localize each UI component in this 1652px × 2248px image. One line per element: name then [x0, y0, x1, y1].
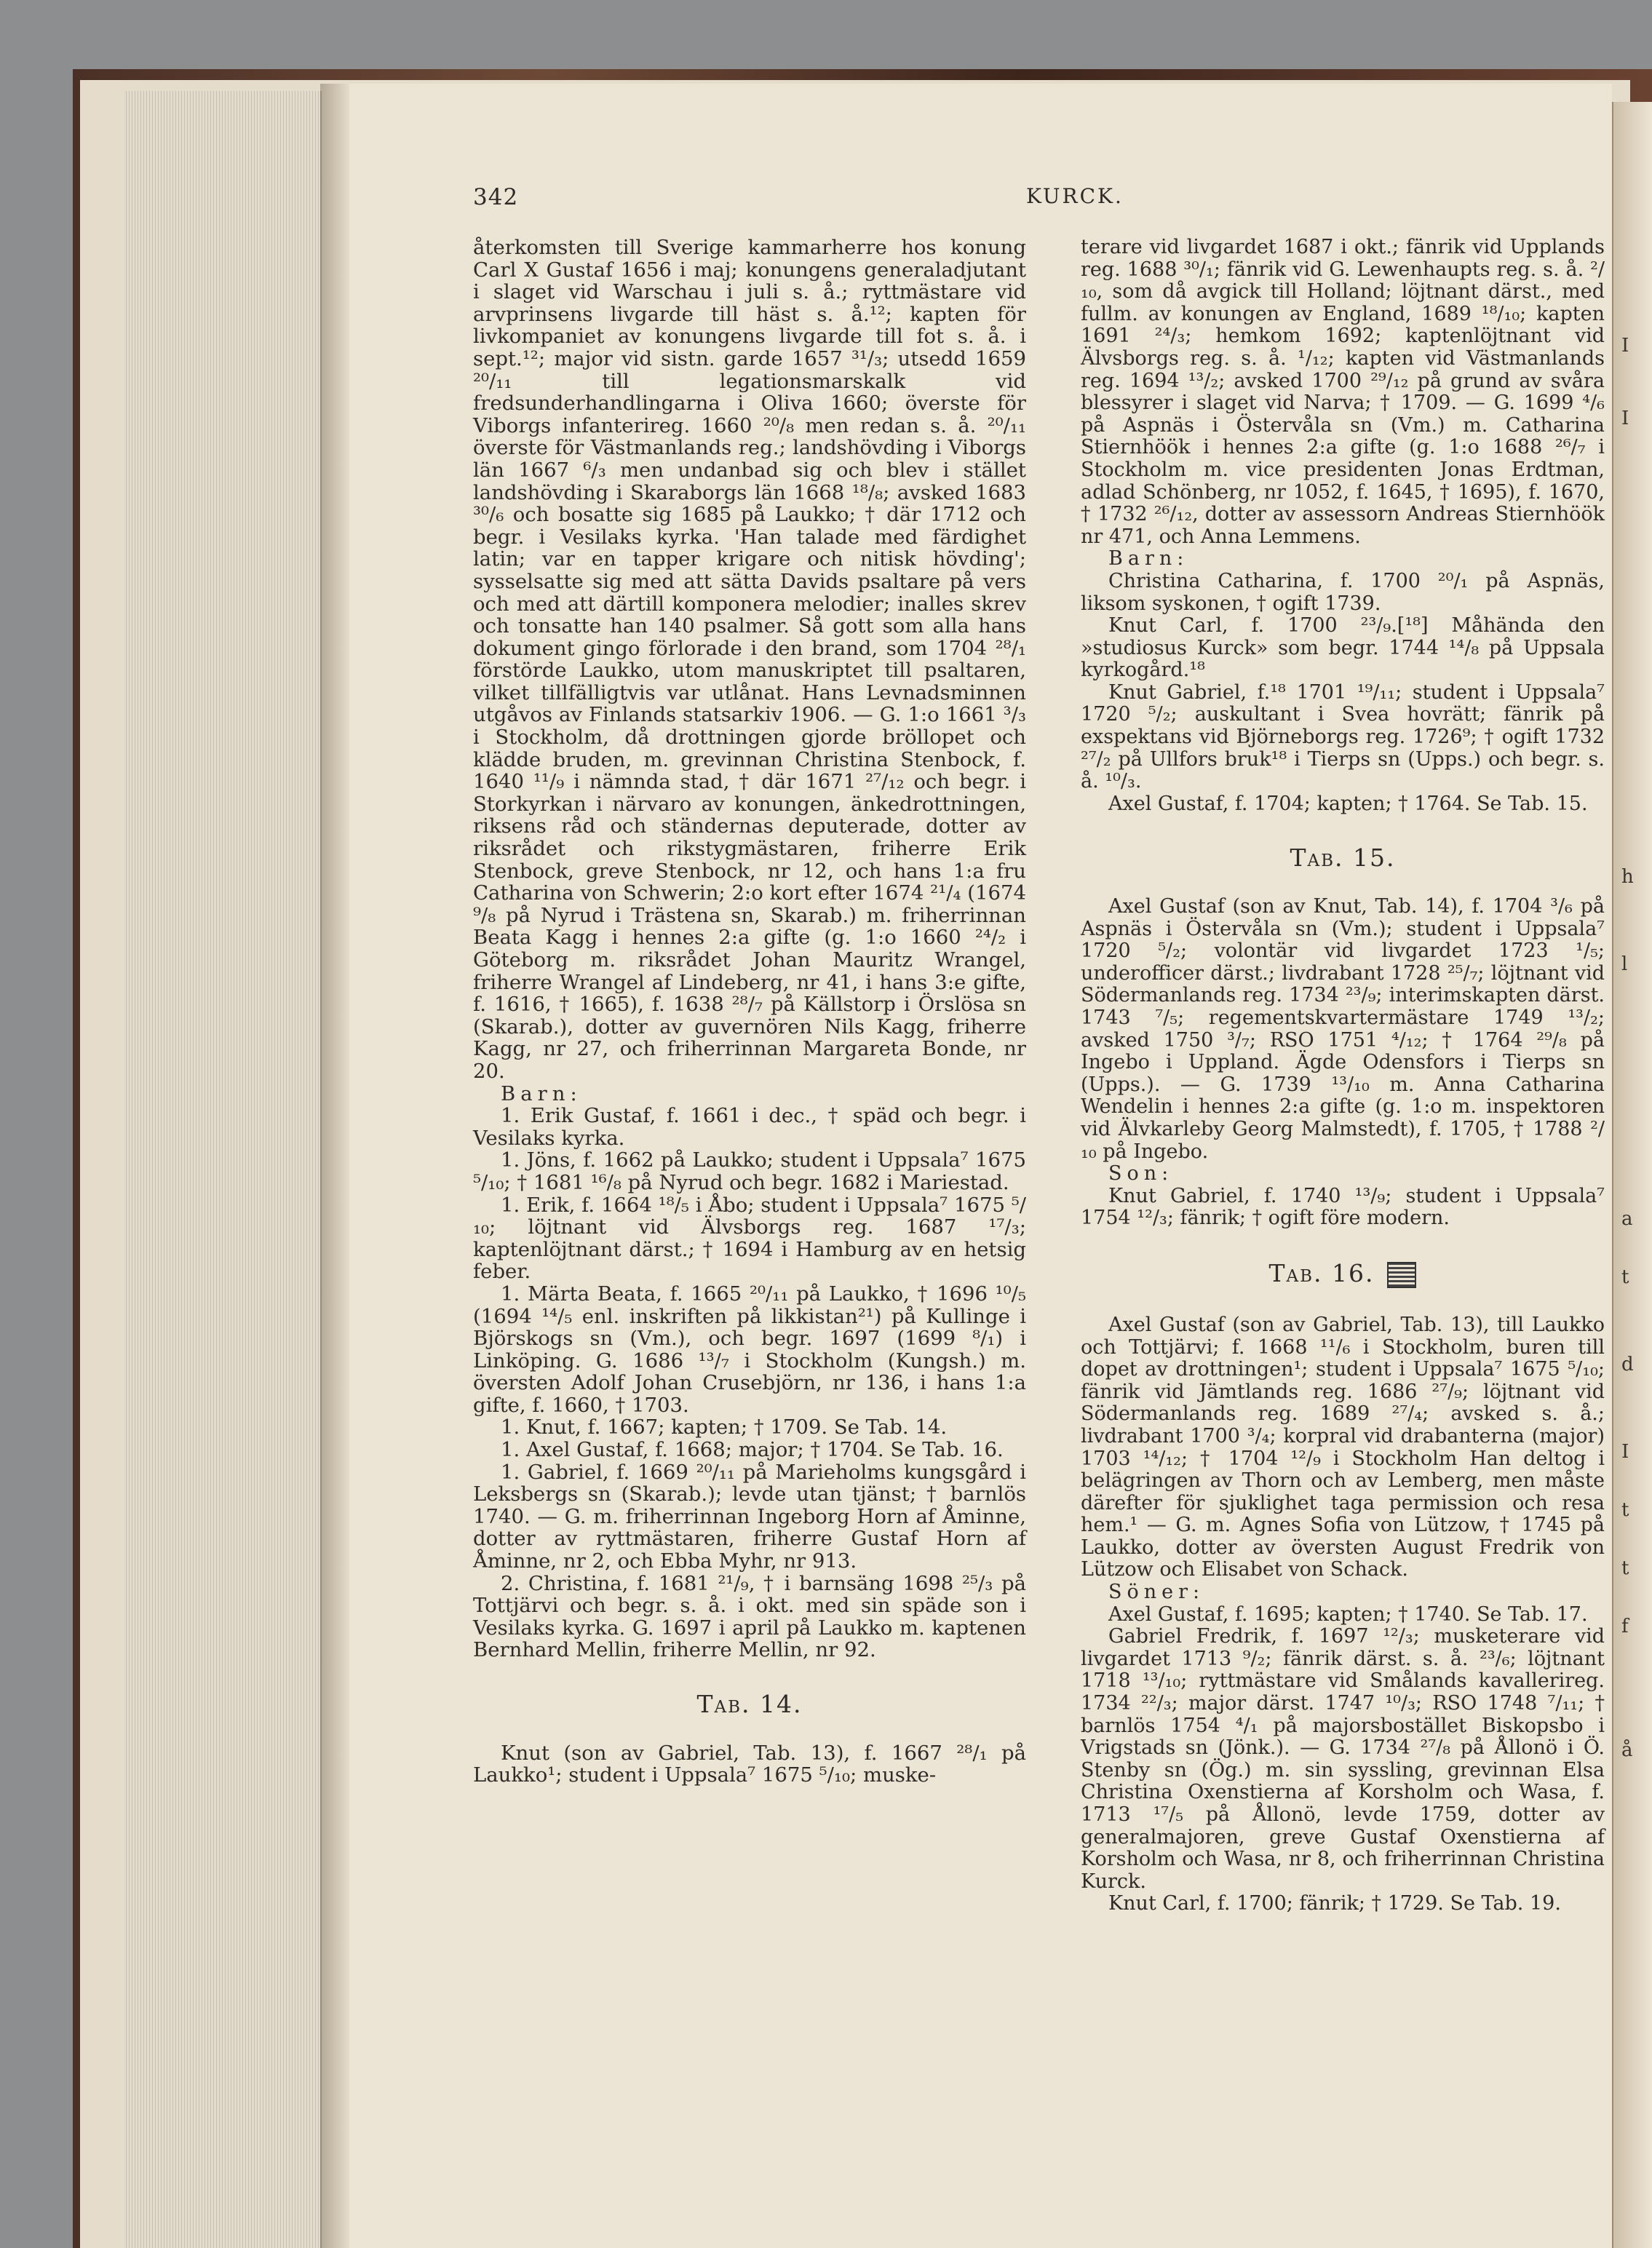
right-column — [1081, 237, 1605, 1915]
library-stamp-icon — [1387, 1262, 1416, 1288]
facing-page-letter: h — [1621, 866, 1634, 888]
right-column-paragraph: Knut Gabriel, f. 1740 ¹³/₉; student i Uppsala⁷ 1754 ¹²/₃; fänrik; † ogift före modern. — [1081, 1184, 1605, 1230]
left-column-paragraph: Barn: — [501, 1081, 582, 1105]
facing-page-letter: I — [1621, 1441, 1629, 1463]
left-column-paragraph: 1. Märta Beata, f. 1665 ²⁰/₁₁ på Laukko, † 1696 ¹⁰/₅ (1694 ¹⁴/₅ enl. inskriften på likkistan²¹) på Kullinge i Björskogs sn (Vm.), och begr. 1697 (1699 ⁸/₁) i Linköping. G. 1686 ¹³/₇ i Stockholm (Kungsh.) m. översten Adolf Johan Crusebjörn, nr 136, i hans 1:a gifte, f. 1660, † 1703. — [473, 1282, 1026, 1417]
right-column-paragraph: Axel Gustaf, f. 1704; kapten; † 1764. Se Tab. 15. — [1108, 792, 1588, 815]
table-heading — [473, 1690, 1026, 1718]
right-column-paragraph: Knut Carl, f. 1700 ²³/₉.[¹⁸] Måhända den »studiosus Kurck» som begr. 1744 ¹⁴/₈ på Uppsala kyrkogård.¹⁸ — [1081, 614, 1605, 682]
left-column-paragraph: 1. Erik Gustaf, f. 1661 i dec., † späd och begr. i Vesilaks kyrka. — [473, 1104, 1026, 1150]
facing-page-letter: t — [1621, 1499, 1629, 1521]
page-number: 342 — [473, 184, 519, 210]
right-column-paragraph: Knut Gabriel, f.¹⁸ 1701 ¹⁹/₁₁; student i Uppsala⁷ 1720 ⁵/₂; auskultant i Svea hovrätt; fänrik på exspektans vid Björneborgs reg. 1726⁹; † ogift 1732 ²⁷/₂ på Ullfors bruk¹⁸ i Tierps sn (Upps.) och begr. s. å. ¹⁰/₃. — [1081, 680, 1605, 793]
right-column-paragraph: Knut Carl, f. 1700; fänrik; † 1729. Se Tab. 19. — [1108, 1892, 1561, 1915]
left-column-paragraph: 2. Christina, f. 1681 ²¹/₉, † i barnsäng 1698 ²⁵/₃ på Tottjärvi och begr. s. å. i okt. med sin späde son i Vesilaks kyrka. G. 1697 i april på Laukko m. kaptenen Bernhard Mellin, friherre Mellin, nr 92. — [473, 1571, 1026, 1662]
facing-page-letter: I — [1621, 408, 1629, 429]
spine-shadow — [320, 84, 349, 2248]
running-title: KURCK. — [1026, 184, 1124, 208]
right-column-paragraph: Axel Gustaf, f. 1695; kapten; † 1740. Se Tab. 17. — [1108, 1602, 1588, 1626]
page-edges — [124, 91, 322, 2248]
left-column-paragraph: 1. Knut, f. 1667; kapten; † 1709. Se Tab. 14. — [501, 1415, 948, 1439]
left-column-paragraph: Knut (son av Gabriel, Tab. 13), f. 1667 ²⁸/₁ på Laukko¹; student i Uppsala⁷ 1675 ⁵/₁₀; muske- — [473, 1741, 1026, 1787]
table-heading — [1081, 1258, 1605, 1288]
facing-page-letter: t — [1621, 1266, 1629, 1288]
left-column-paragraph: 1. Gabriel, f. 1669 ²⁰/₁₁ på Marieholms kungsgård i Leksbergs sn (Skarab.); levde utan tjänst; † barnlös 1740. — G. m. friherrinnan Ingeborg Horn af Åminne, dotter av ryttmästaren, friherre Gustaf Horn af Åminne, nr 2, och Ebba Myhr, nr 913. — [473, 1460, 1026, 1573]
table-heading-text: Tab. 14. — [696, 1690, 803, 1718]
facing-page-letter: å — [1621, 1739, 1633, 1761]
facing-page-edge — [1612, 102, 1652, 2248]
facing-page-letter: d — [1621, 1354, 1634, 1375]
table-heading-text: Tab. 16. — [1268, 1258, 1375, 1287]
facing-page-letter: t — [1621, 1557, 1629, 1579]
right-column-paragraph: Söner: — [1108, 1581, 1205, 1604]
right-column-paragraph: Axel Gustaf (son av Knut, Tab. 14), f. 1704 ³/₆ på Aspnäs i Östervåla sn (Vm.); student i Uppsala⁷ 1720 ⁵/₂; volontär vid livgardet 1723 ¹/₅; underofficer därst.; livdrabant 1728 ²⁵/₇; löjtnant vid Södermanlands reg. 1734 ²³/₉; interimskapten därst. 1743 ⁷/₅; regementskvartermästare 1749 ¹³/₂; avsked 1750 ³/₇; RSO 1751 ⁴/₁₂; † 1764 ²⁹/₈ på Ingebo i Uppland. Ägde Odensfors i Tierps sn (Upps.). — G. 1739 ¹³/₁₀ m. Anna Catharina Wendelin i hennes 2:a gifte (g. 1:o m. inspektoren vid Älvkarleby Georg Malmstedt), f. 1705, † 1788 ²/₁₀ på Ingebo. — [1081, 895, 1605, 1163]
right-column-paragraph: Christina Catharina, f. 1700 ²⁰/₁ på Aspnäs, liksom syskonen, † ogift 1739. — [1081, 569, 1605, 615]
left-column-paragraph: 1. Erik, f. 1664 ¹⁸/₅ i Åbo; student i Uppsala⁷ 1675 ⁵/₁₀; löjtnant vid Älvsborgs reg. 1687 ¹⁷/₃; kaptenlöjtnant därst.; † 1694 i Hamburg av en hetsig feber. — [473, 1193, 1026, 1284]
facing-page-letter: f — [1621, 1616, 1629, 1637]
facing-page-letter: I — [1621, 335, 1629, 357]
right-column-paragraph: terare vid livgardet 1687 i okt.; fänrik vid Upplands reg. 1688 ³⁰/₁; fänrik vid G. Lewenhaupts reg. s. å. ²/₁₀, som då avgick till Holland; löjtnant därst., med fullm. av konungen av England, 1689 ¹⁸/₁₀; kapten 1691 ²⁴/₃; hemkom 1692; kaptenlöjtnant vid Älvsborgs reg. s. å. ¹/₁₂; kapten vid Västmanlands reg. 1694 ¹³/₂; avsked 1700 ²⁹/₁₂ på grund av svåra blessyrer i slaget vid Narva; † 1709. — G. 1699 ⁴/₆ på Aspnäs i Östervåla sn (Vm.) m. Catharina Stiernhöök i hennes 2:a gifte (g. 1:o 1688 ²⁶/₇ i Stockholm m. vice presidenten Jonas Erdtman, adlad Schönberg, nr 1052, f. 1645, † 1695), f. 1670, † 1732 ²⁶/₁₂, dotter av assessorn Andreas Stiernhöök nr 471, och Anna Lemmens. — [1081, 236, 1605, 548]
left-column — [473, 237, 1026, 1787]
right-column-paragraph: Gabriel Fredrik, f. 1697 ¹²/₃; musketerare vid livgardet 1713 ⁹/₂; fänrik därst. s. å. ²³/₆; löjtnant 1718 ¹³/₁₀; ryttmästare vid Smålands kavallerireg. 1734 ²²/₃; major därst. 1747 ¹⁰/₃; RSO 1748 ⁷/₁₁; † barnlös 1754 ⁴/₁ på majorsbostället Biskopsbo i Vrigstads sn (Jönk.). — G. 1734 ²⁷/₈ på Ållonö i Ö. Stenby sn (Ög.) m. sin syssling, grevinnan Elsa Christina Oxenstierna af Korsholm och Wasa, f. 1713 ¹⁷/₅ på Ållonö, levde 1759, dotter av generalmajoren, greve Gustaf Oxenstierna af Korsholm och Wasa, nr 8, och friherrinnan Christina Kurck. — [1081, 1625, 1605, 1893]
left-column-paragraph: återkomsten till Sverige kammarherre hos konung Carl X Gustaf 1656 i maj; konungens generaladjutant i slaget vid Warschau i juli s. å.; ryttmästare vid arvprinsens livgarde till häst s. å.¹²; kapten för livkompaniet av konungens livgarde till fot s. å. i sept.¹²; major vid sistn. garde 1657 ³¹/₃; utsedd 1659 ²⁰/₁₁ till legationsmarskalk vid fredsunderhandlingarna i Oliva 1660; överste för Viborgs infanterireg. 1660 ²⁰/₈ men redan s. å. ²⁰/₁₁ överste för Västmanlands reg.; landshövding i Viborgs län 1667 ⁶/₃ men undanbad sig och blev i stället landshövding i Skaraborgs län 1668 ¹⁸/₈; avsked 1683 ³⁰/₆ och bosatte sig 1685 på Laukko; † där 1712 och begr. i Vesilaks kyrka. 'Han talade med färdighet latin; var en tapper krigare och nitisk hövding'; sysselsatte sig med att sätta Davids psaltare på vers och med att därtill komponera melodier; inalles skrev och tonsatte han 140 psalmer. Så gott som alla hans dokument gingo förlorade i den brand, som 1704 ²⁸/₁ förstörde Laukko, utom manuskriptet till psaltaren, vilket tillfälligtvis var utlånat. Hans Levnadsminnen utgåvos av Finlands statsarkiv 1906. — G. 1:o 1661 ³/₃ i Stockholm, då drottningen gjorde bröllopet och klädde bruden, m. grevinnan Christina Stenbock, f. 1640 ¹¹/₉ i nämnda stad, † där 1671 ²⁷/₁₂ och begr. i Storkyrkan i närvaro av konungen, änkedrottningen, riksens råd och ständernas deputerade, dotter av riksrådet och rikstygmästaren, friherre Erik Stenbock, greve Stenbock, nr 12, och hans 1:a fru Catharina von Schwerin; 2:o kort efter 1674 ²¹/₄ (1674 ⁹/₈ på Nyrud i Trästena sn, Skarab.) m. friherrinnan Beata Kagg i hennes 2:a gifte (g. 1:o 1660 ²⁴/₂ i Göteborg m. riksrådet Johan Mauritz Wrangel, friherre Wrangel af Lindeberg, nr 41, i hans 3:e gifte, f. 1616, † 1665), f. 1638 ²⁸/₇ på Källstorp i Örslösa sn (Skarab.), dotter av guvernören Nils Kagg, friherre Kagg, nr 27, och friherrinnan Margareta Bonde, nr 20. — [473, 236, 1026, 1083]
table-heading-text: Tab. 15. — [1290, 843, 1396, 873]
right-column-paragraph: Barn: — [1108, 547, 1189, 571]
facing-page-letter: a — [1621, 1208, 1633, 1230]
book-page — [349, 84, 1612, 2248]
facing-page-letter: l — [1621, 953, 1628, 975]
left-column-paragraph: 1. Axel Gustaf, f. 1668; major; † 1704. Se Tab. 16. — [501, 1438, 1004, 1462]
right-column-paragraph: Axel Gustaf (son av Gabriel, Tab. 13), till Laukko och Tottjärvi; f. 1668 ¹¹/₆ i Stockholm, buren till dopet av drottningen¹; student i Uppsala⁷ 1675 ⁵/₁₀; fänrik vid Jämtlands reg. 1686 ²⁷/₉; löjtnant vid Södermanlands reg. 1689 ²⁷/₄; avsked s. å.; livdrabant 1700 ³/₄; korpral vid drabanterna (major) 1703 ¹⁴/₁₂; † 1704 ¹²/₉ i Stockholm Han deltog i belägringen av Thorn och av Lemberg, men måste därefter för sjuklighet taga permission och resa hem.¹ — G. m. Agnes Sofia von Lützow, † 1745 på Laukko, dotter av översten August Fredrik von Lützow och Elisabet von Schack. — [1081, 1313, 1605, 1581]
left-column-paragraph: 1. Jöns, f. 1662 på Laukko; student i Uppsala⁷ 1675 ⁵/₁₀; † 1681 ¹⁶/₈ på Nyrud och begr. 1682 i Mariestad. — [473, 1148, 1026, 1194]
table-heading — [1081, 843, 1605, 873]
right-column-paragraph: Son: — [1108, 1162, 1174, 1185]
